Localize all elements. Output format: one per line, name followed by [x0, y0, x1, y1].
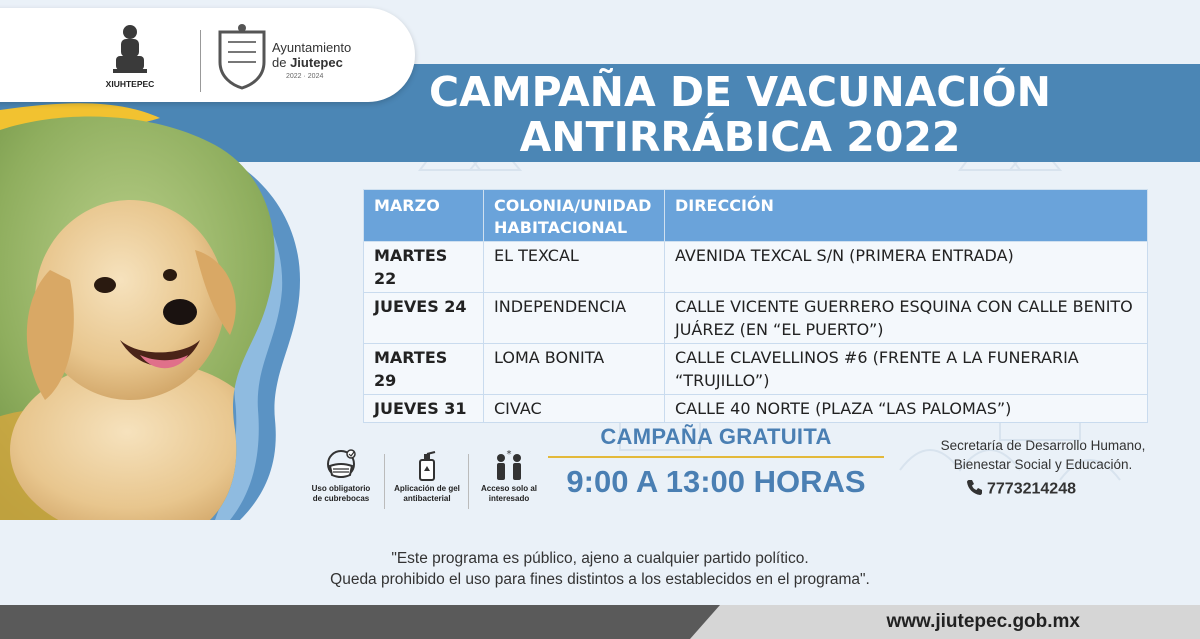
footer-stripe: [0, 605, 720, 639]
legal-disclaimer: [240, 548, 960, 590]
row-day: MARTES 29: [364, 344, 484, 395]
row-direccion: CALLE CLAVELLINOS #6 (FRENTE A LA FUNERARIA “TRUJILLO”): [665, 344, 1148, 395]
row-colonia: EL TEXCAL: [484, 242, 665, 293]
website-url[interactable]: www.jiutepec.gob.mx: [886, 611, 1080, 632]
requirement-gel-line2: antibacterial: [403, 494, 451, 503]
jiutepec-shield-icon: [216, 22, 268, 90]
svg-text:*: *: [506, 449, 512, 460]
xiuhtepec-label: XIUHTEPEC: [105, 79, 155, 89]
title-line-2: ANTIRRÁBICA 2022: [519, 113, 961, 161]
header-marzo: MARZO: [364, 190, 484, 242]
row-day: MARTES 22: [364, 242, 484, 293]
campaign-hours: 9:00 A 13:00 HORAS: [566, 464, 866, 499]
campaign-divider: [548, 456, 884, 458]
header-colonia: COLONIA/UNIDAD HABITACIONAL: [484, 190, 665, 242]
phone-number: [966, 478, 1076, 501]
phone-icon: [966, 478, 984, 501]
requirement-access-line2: interesado: [488, 494, 530, 503]
secretaria-line-2: Bienestar Social y Educación.: [953, 457, 1133, 472]
requirement-access-line1: Acceso solo al: [480, 484, 538, 493]
schedule-table: [363, 189, 1148, 423]
ayuntamiento-label: Ayuntamiento: [272, 40, 352, 55]
requirement-mask-line1: Uso obligatorio: [311, 484, 371, 493]
person-access-icon: [489, 448, 529, 484]
logo-divider: [200, 30, 201, 92]
row-colonia: CIVAC: [484, 395, 665, 423]
row-colonia: INDEPENDENCIA: [484, 293, 665, 344]
row-day: JUEVES 31: [364, 395, 484, 423]
campaign-title: [360, 70, 1120, 160]
row-direccion: AVENIDA TEXCAL S/N (PRIMERA ENTRADA): [665, 242, 1148, 293]
header-direccion: DIRECCIÓN: [665, 190, 1148, 242]
requirement-gel-line1: Aplicación de gel: [394, 484, 460, 493]
title-line-1: CAMPAÑA DE VACUNACIÓN: [429, 68, 1051, 116]
secretaria-line-1: Secretaría de Desarrollo Humano,: [940, 438, 1146, 453]
ayuntamiento-jiutepec-logo: [216, 22, 376, 94]
row-day: JUEVES 24: [364, 293, 484, 344]
row-colonia: LOMA BONITA: [484, 344, 665, 395]
hand-sanitizer-icon: [407, 448, 447, 484]
requirements-row: [300, 448, 550, 516]
table-row: [364, 293, 1148, 344]
table-row: [364, 242, 1148, 293]
requirement-mask: [300, 448, 382, 516]
face-mask-icon: [321, 448, 361, 484]
requirement-access: [468, 448, 550, 516]
ayuntamiento-years: 2022 · 2024: [286, 73, 324, 80]
phone-text: 7773214248: [987, 480, 1076, 498]
puppy-illustration: [0, 100, 320, 520]
disclaimer-line-2: Queda prohibido el uso para fines distintos a los establecidos en el programa".: [330, 571, 870, 588]
table-row: [364, 344, 1148, 395]
requirement-mask-line2: de cubrebocas: [312, 494, 370, 503]
xiuhtepec-logo: [100, 22, 160, 94]
table-header-row: [364, 190, 1148, 242]
secretaria-label: [912, 436, 1174, 474]
row-direccion: CALLE 40 NORTE (PLAZA “LAS PALOMAS”): [665, 395, 1148, 423]
icon-separator: [384, 454, 385, 509]
table-row: [364, 395, 1148, 423]
ayuntamiento-city: de Jiutepec: [272, 55, 343, 70]
campaign-free-label: CAMPAÑA GRATUITA: [600, 424, 832, 449]
requirement-gel: [386, 448, 468, 516]
disclaimer-line-1: "Este programa es público, ajeno a cualquier partido político.: [391, 550, 809, 567]
xiuhtepec-emblem-icon: [110, 22, 150, 78]
row-direccion: CALLE VICENTE GUERRERO ESQUINA CON CALLE BENITO JUÁREZ (EN “EL PUERTO”): [665, 293, 1148, 344]
